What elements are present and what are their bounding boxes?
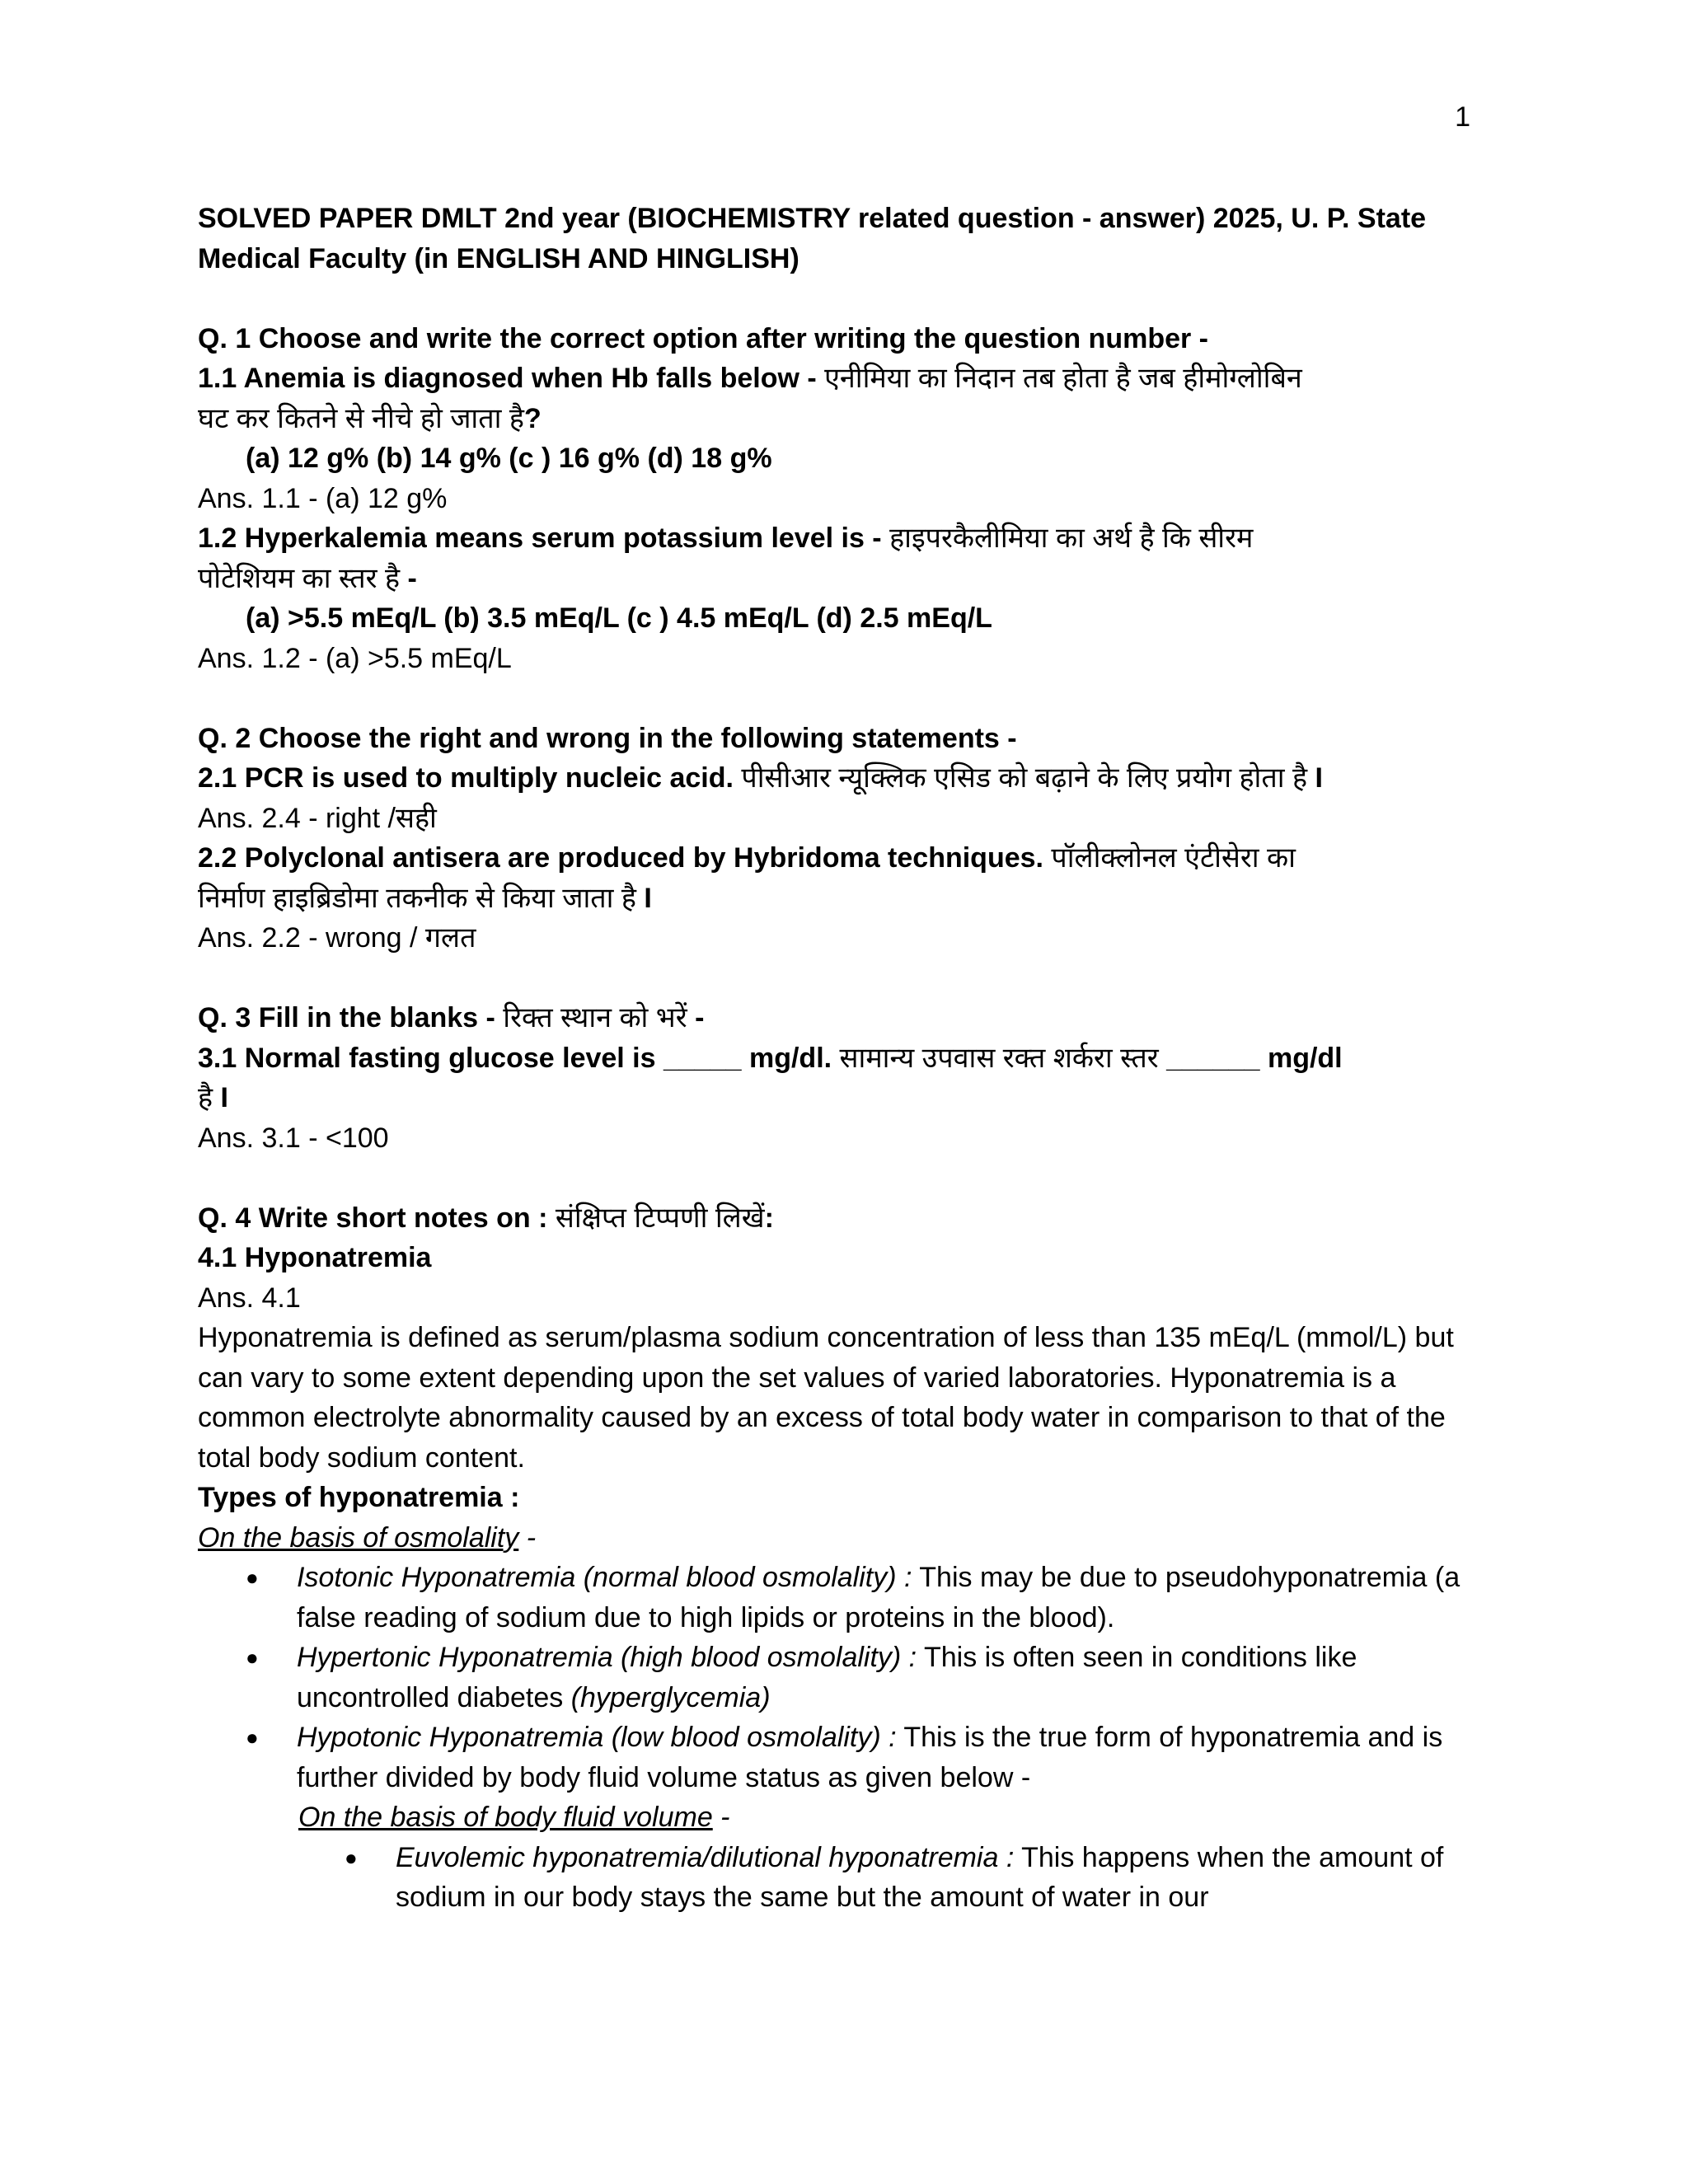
q1-1-question: [198, 359, 1500, 438]
q4-heading: [198, 1198, 1500, 1239]
q1-1-question-mark: ?: [523, 402, 542, 434]
q3-1-question-hi-2: है: [198, 1082, 213, 1113]
q1-2-question-hi: हाइपरकैलीमिया का अर्थ है कि सीरम: [881, 523, 1254, 554]
q1-2-answer: Ans. 1.2 - (a) >5.5 mEq/L: [198, 642, 512, 674]
q2-1-question-en: 2.1 PCR is used to multiply nucleic acid.: [198, 762, 734, 794]
sub-bullet-text: This happens when the amount of sodium in our body stays the same but the amount of water in our: [396, 1841, 1444, 1913]
q1-2-question: [198, 518, 1500, 598]
bullet-text: This is the true form of hyponatremia and is further divided by body fluid volume status as given below -: [297, 1722, 1443, 1793]
basis-volume-dash: -: [712, 1802, 730, 1833]
q4-heading-end: :: [764, 1202, 774, 1234]
list-item: [198, 1838, 1500, 1918]
q2-1-question-end: I: [1307, 762, 1323, 794]
q1-1-question-hi: एनीमिया का निदान तब होता है जब हीमोग्लोबिन: [816, 363, 1302, 394]
bullet-text: This is often seen in conditions like uncontrolled diabetes: [297, 1642, 1357, 1713]
q1-2-question-dash: -: [400, 562, 417, 594]
bullet-tail: (hyperglycemia): [570, 1681, 771, 1713]
q3-1-question-en: 3.1 Normal fasting glucose level is _____ mg/dl.: [198, 1042, 832, 1074]
q1-1-question-hi-2: घट कर कितने से नीचे हो जाता है: [198, 402, 524, 434]
bullet-term: Hypertonic Hyponatremia (high blood osmolality) :: [297, 1642, 917, 1673]
q3-heading-hi: रिक्त स्थान को भरें: [495, 1002, 687, 1033]
basis-osmolality-dash: -: [518, 1521, 537, 1554]
list-item: [198, 1638, 1500, 1718]
list-item: [198, 1718, 1500, 1797]
bullet-term: Hypotonic Hyponatremia (low blood osmolality) :: [297, 1722, 897, 1753]
q3-heading-en: Q. 3 Fill in the blanks -: [198, 1002, 495, 1033]
q1-2-question-hi-2: पोटेशियम का स्तर है: [198, 562, 401, 594]
q2-heading: Q. 2 Choose the right and wrong in the following statements -: [198, 722, 1017, 754]
q2-2-question-end: I: [635, 882, 652, 914]
q2-2-answer: Ans. 2.2 - wrong / गलत: [198, 922, 476, 954]
q3-1-answer: Ans. 3.1 - <100: [198, 1122, 389, 1154]
q1-1-question-en: 1.1 Anemia is diagnosed when Hb falls below -: [198, 363, 817, 394]
sub-bullet-term: Euvolemic hyponatremia/dilutional hyponatremia :: [396, 1841, 1015, 1873]
list-item: [198, 1558, 1500, 1638]
q2-1-question-hi: पीसीआर न्यूक्लिक एसिड को बढ़ाने के लिए प्रयोग होता है: [733, 762, 1308, 794]
basis-volume: [198, 1797, 1500, 1838]
basis-osmolality: [198, 1518, 1500, 1558]
q3-heading: [198, 998, 1500, 1038]
osmolality-list: [198, 1558, 1500, 1797]
q2-2-question-hi: पॉलीक्लोनल एंटीसेरा का: [1043, 842, 1296, 874]
q4-heading-hi: संक्षिप्त टिप्पणी लिखें: [547, 1202, 765, 1234]
volume-list: [198, 1838, 1500, 1918]
q1-1-answer: Ans. 1.1 - (a) 12 g%: [198, 482, 448, 514]
basis-osmolality-label: On the basis of osmolality: [198, 1521, 519, 1554]
q1-heading: Q. 1 Choose and write the correct option after writing the question number -: [198, 322, 1208, 354]
document-title: SOLVED PAPER DMLT 2nd year (BIOCHEMISTRY related question - answer) 2025, U. P. State Medical Faculty (in ENGLISH AND HINGLISH): [198, 203, 1427, 274]
q4-1-paragraph: Hyponatremia is defined as serum/plasma sodium concentration of less than 135 mEq/L (mmol/L) but can vary to some extent depending upon the set values of varied laboratories. Hyponatremia is a common electrolyte abnormality caused by an excess of total body water in comparison to that of the total body sodium content.: [198, 1322, 1454, 1474]
q3-1-question-end: I: [213, 1082, 228, 1113]
q1-2-question-en: 1.2 Hyperkalemia means serum potassium level is -: [198, 523, 882, 554]
q1-1-options: (a) 12 g% (b) 14 g% (c ) 16 g% (d) 18 g%: [246, 443, 772, 474]
q2-2-question-en: 2.2 Polyclonal antisera are produced by Hybridoma techniques.: [198, 842, 1043, 874]
q1-2-options: (a) >5.5 mEq/L (b) 3.5 mEq/L (c ) 4.5 mEq/L (d) 2.5 mEq/L: [246, 602, 992, 634]
q3-1-question-hi: सामान्य उपवास रक्त शर्करा स्तर: [832, 1042, 1167, 1074]
document-body: [198, 199, 1500, 1918]
q4-1-title: 4.1 Hyponatremia: [198, 1242, 432, 1273]
bullet-text: This may be due to pseudohyponatremia (a false reading of sodium due to high lipids or proteins in the blood).: [297, 1562, 1461, 1633]
types-heading: Types of hyponatremia :: [198, 1482, 520, 1513]
q3-heading-end: -: [687, 1002, 705, 1033]
q2-1-question: [198, 758, 1500, 799]
q4-1-answer-label: Ans. 4.1: [198, 1282, 301, 1314]
q3-1-question-blank: ______ mg/dl: [1166, 1042, 1343, 1074]
q4-heading-en: Q. 4 Write short notes on :: [198, 1202, 548, 1234]
page-number: 1: [1455, 101, 1470, 133]
q3-1-question: [198, 1038, 1500, 1118]
q2-2-question: [198, 838, 1500, 918]
basis-volume-label: On the basis of body fluid volume: [298, 1802, 713, 1833]
bullet-term: Isotonic Hyponatremia (normal blood osmolality) :: [297, 1562, 912, 1593]
q2-1-answer: Ans. 2.4 - right /सही: [198, 802, 437, 834]
q2-2-question-hi-2: निर्माण हाइब्रिडोमा तकनीक से किया जाता है: [198, 882, 636, 914]
